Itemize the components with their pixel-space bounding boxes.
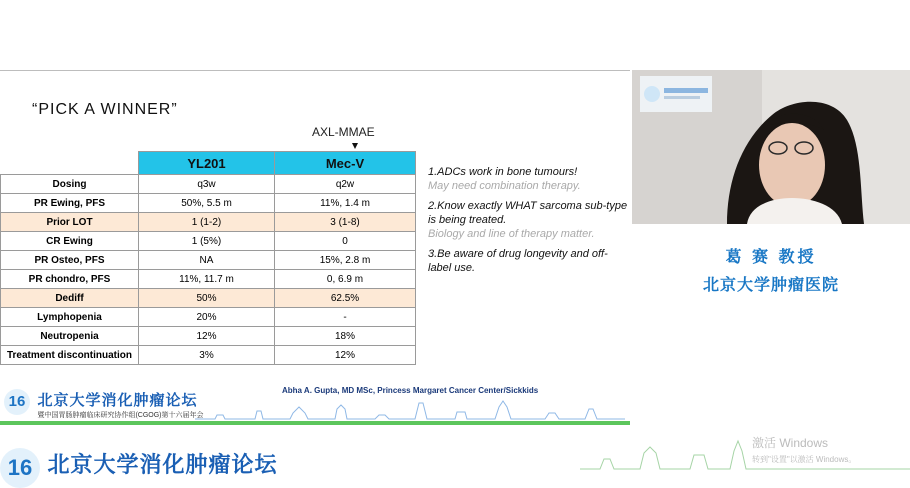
table-row [1, 194, 416, 213]
bottom-16-badge-icon: 16 [0, 448, 40, 488]
table-cell-label: Treatment discontinuation [1, 346, 139, 365]
note-2-gray: Biology and line of therapy matter. [428, 228, 595, 240]
bottom-forum-logo [0, 448, 277, 488]
comparison-table [0, 151, 416, 365]
watermark-line-2: 转到"设置"以激活 Windows。 [752, 455, 857, 464]
table-cell-mecv: 0, 6.9 m [275, 270, 416, 289]
table-cell-mecv: 15%, 2.8 m [275, 251, 416, 270]
note-2-main: 2.Know exactly WHAT sarcoma sub-type is being treated. [428, 200, 628, 226]
table-cell-yl201: 3% [139, 346, 275, 365]
windows-activation-watermark [752, 434, 856, 465]
slide-notes [428, 165, 628, 281]
table-body [1, 175, 416, 365]
speaker-institution: 北京大学肿瘤医院 [702, 277, 839, 294]
note-1-gray: May need combination therapy. [428, 180, 581, 192]
note-1-main: 1.ADCs work in bone tumours! [428, 166, 578, 178]
bottom-skyline-icon [580, 425, 910, 470]
table-row [1, 327, 416, 346]
table-cell-mecv: 12% [275, 346, 416, 365]
forum-logo-title: 北京大学消化肿瘤论坛 [37, 392, 198, 409]
table-cell-label: PR Osteo, PFS [1, 251, 139, 270]
table-cell-yl201: 1 (1-2) [139, 213, 275, 232]
mouse-cursor-icon [352, 143, 358, 149]
table-cell-label: PR chondro, PFS [1, 270, 139, 289]
city-skyline-icon [195, 397, 625, 421]
note-3 [428, 247, 628, 275]
table-cell-yl201: 20% [139, 308, 275, 327]
table-row [1, 251, 416, 270]
table-cell-yl201: 50%, 5.5 m [139, 194, 275, 213]
table-cell-yl201: 1 (5%) [139, 232, 275, 251]
table-cell-label: Dediff [1, 289, 139, 308]
watermark-line-1: 激活 Windows [752, 436, 829, 450]
table-cell-yl201: NA [139, 251, 275, 270]
table-row [1, 308, 416, 327]
speaker-video [632, 70, 910, 224]
table-row [1, 346, 416, 365]
table-cell-yl201: q3w [139, 175, 275, 194]
table-row [1, 289, 416, 308]
speaker-name: 葛 赛 教授 [725, 249, 817, 266]
table-cell-label: PR Ewing, PFS [1, 194, 139, 213]
table-cell-mecv: q2w [275, 175, 416, 194]
note-3-main: 3.Be aware of drug longevity and off-label use. [428, 248, 608, 274]
forum-logo-subtitle: 暨中国胃肠肿瘤临床研究协作组(CGOG)第十六届年会 [37, 412, 204, 419]
table-cell-mecv: - [275, 308, 416, 327]
table-cell-yl201: 11%, 11.7 m [139, 270, 275, 289]
table-header-yl201: YL201 [139, 152, 275, 175]
table-cell-mecv: 11%, 1.4 m [275, 194, 416, 213]
table-cell-label: Dosing [1, 175, 139, 194]
table-cell-label: Prior LOT [1, 213, 139, 232]
presentation-slide [0, 70, 630, 426]
table-cell-yl201: 12% [139, 327, 275, 346]
table-row [1, 270, 416, 289]
table-cell-yl201: 50% [139, 289, 275, 308]
bottom-logo-title: 北京大学消化肿瘤论坛 [47, 452, 278, 477]
table-cell-mecv: 62.5% [275, 289, 416, 308]
speaker-portrait [632, 70, 910, 224]
table-row [1, 213, 416, 232]
table-header-blank [1, 152, 139, 175]
axl-mmae-label: AXL-MMAE [312, 125, 375, 139]
table-header-row [1, 152, 416, 175]
table-cell-mecv: 0 [275, 232, 416, 251]
note-1 [428, 165, 628, 193]
table-row [1, 175, 416, 194]
table-header-mecv: Mec-V [275, 152, 416, 175]
forum-16-badge-icon: 16 [4, 389, 30, 415]
note-2 [428, 199, 628, 241]
forum-logo [4, 389, 204, 420]
slide-footer-bar [0, 421, 630, 425]
table-cell-label: CR Ewing [1, 232, 139, 251]
table-cell-mecv: 3 (1-8) [275, 213, 416, 232]
slide-credit: Abha A. Gupta, MD MSc, Princess Margaret Cancer Center/Sickkids [282, 386, 539, 395]
table-cell-label: Lymphopenia [1, 308, 139, 327]
table-cell-label: Neutropenia [1, 327, 139, 346]
table-row [1, 232, 416, 251]
table-cell-mecv: 18% [275, 327, 416, 346]
slide-title: “PICK A WINNER” [32, 101, 178, 118]
